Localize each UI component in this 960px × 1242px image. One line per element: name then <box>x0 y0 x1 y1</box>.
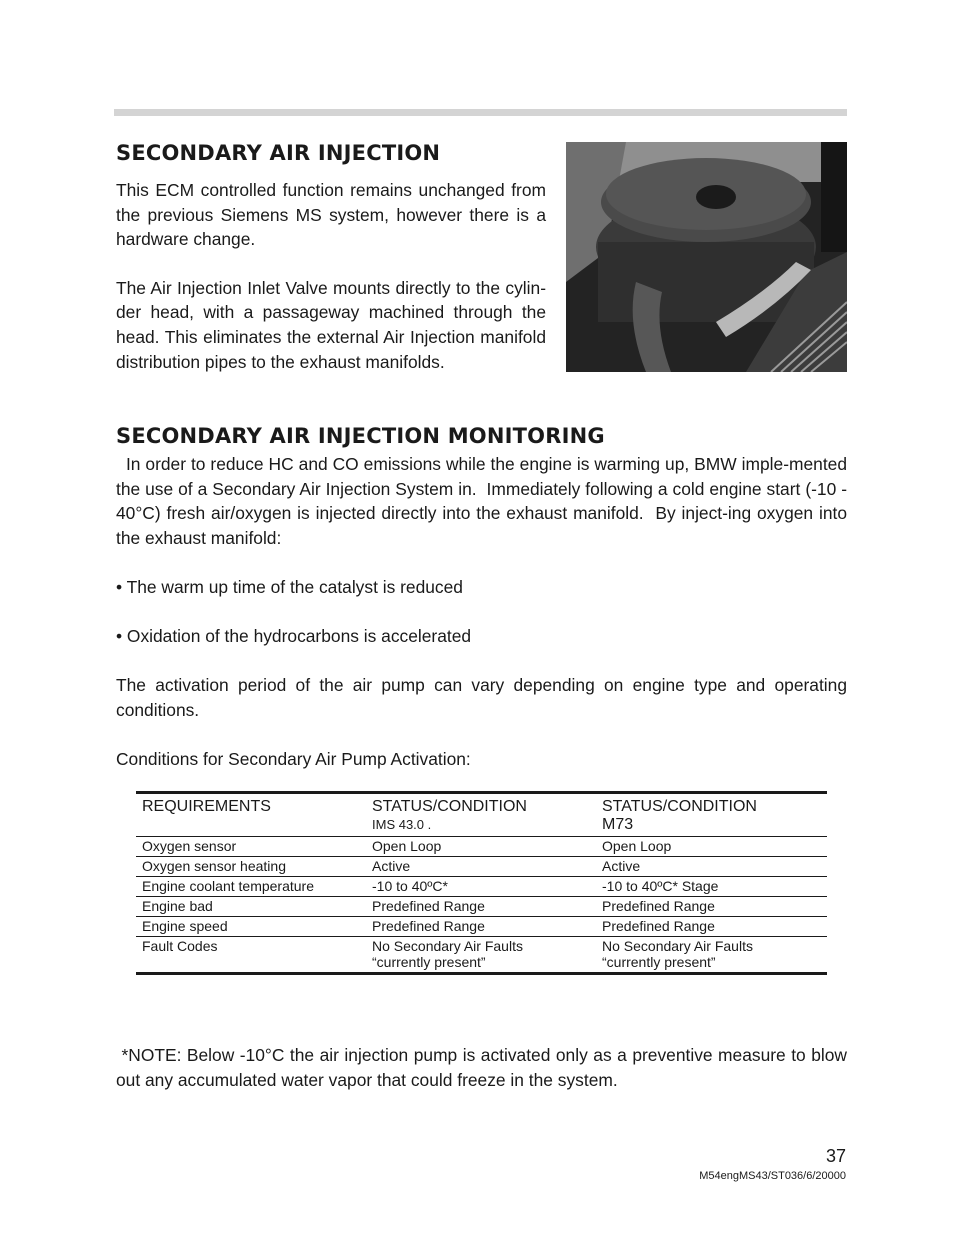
table-cell: Active <box>596 857 827 877</box>
paragraph: The Air Injection Inlet Valve mounts directly to the cylin-der head, with a passageway machined through the head. This eliminates the external Air Injection manifold distribution pipes to the exhaust manifolds. <box>116 277 546 372</box>
table-cell: Predefined Range <box>596 917 827 937</box>
table-row <box>136 877 827 897</box>
table-cell: -10 to 40ºC* Stage <box>596 877 827 897</box>
table-row <box>136 897 827 917</box>
table-cell: Predefined Range <box>366 917 596 937</box>
table-row <box>136 857 827 877</box>
paragraph: In order to reduce HC and CO emissions while the engine is warming up, BMW imple-mented the use of a Secondary Air Injection System in. Immediately following a cold engine start (-10 - 40°C) fresh air/oxygen is injected directly into the exhaust manifold. By inject-ing oxygen into the exhaust manifold: <box>116 454 852 548</box>
table-row <box>136 937 827 974</box>
paragraph: This ECM controlled function remains unchanged from the previous Siemens MS system, however there is a hardware change. <box>116 180 546 250</box>
page-number: 37 <box>825 1146 846 1166</box>
paragraph: The activation period of the air pump can vary depending on engine type and operating conditions. <box>116 675 847 720</box>
table-cell: Fault Codes <box>136 937 366 974</box>
table-cell: Open Loop <box>596 837 827 857</box>
bullet-item: • Oxidation of the hydrocarbons is accelerated <box>116 626 472 647</box>
table-cell: Active <box>366 857 596 877</box>
table-cell: Oxygen sensor heating <box>136 857 366 877</box>
table-cell: Predefined Range <box>596 897 827 917</box>
watermark: carmanualsonline.info <box>662 1206 934 1234</box>
table-header-row <box>136 793 827 837</box>
paragraph: Conditions for Secondary Air Pump Activation: <box>116 749 471 770</box>
footnote: *NOTE: Below -10°C the air injection pump is activated only as a preventive measure to blow out any accumulated water vapor that could freeze in the system. <box>116 1045 852 1090</box>
top-divider <box>114 109 847 116</box>
table-cell: Engine speed <box>136 917 366 937</box>
section-title-secondary-air-injection: SECONDARY AIR INJECTION <box>116 141 441 165</box>
table-row <box>136 837 827 857</box>
table-cell: -10 to 40ºC* <box>366 877 596 897</box>
table-cell: Predefined Range <box>366 897 596 917</box>
table-cell: Engine coolant temperature <box>136 877 366 897</box>
column-header-requirements: REQUIREMENTS <box>136 793 366 837</box>
monitoring-text <box>116 452 852 796</box>
table-cell: No Secondary Air Faults “currently present” <box>366 937 596 974</box>
table-cell: Open Loop <box>366 837 596 857</box>
table-cell: Oxygen sensor <box>136 837 366 857</box>
bullet-item: • The warm up time of the catalyst is reduced <box>116 576 463 597</box>
table-row <box>136 917 827 937</box>
table-cell: Engine bad <box>136 897 366 917</box>
activation-conditions-table <box>136 791 827 975</box>
intro-text <box>116 178 546 398</box>
table-cell: No Secondary Air Faults “currently present” <box>596 937 827 974</box>
column-header-ms43: STATUS/CONDITION IMS 43.0 . <box>366 793 596 837</box>
column-header-m73: STATUS/CONDITION M73 <box>596 793 827 837</box>
document-code: M54engMS43/ST036/6/20000 <box>699 1170 846 1182</box>
section-title-monitoring: SECONDARY AIR INJECTION MONITORING <box>116 424 605 448</box>
engine-bay-photo <box>566 142 847 372</box>
